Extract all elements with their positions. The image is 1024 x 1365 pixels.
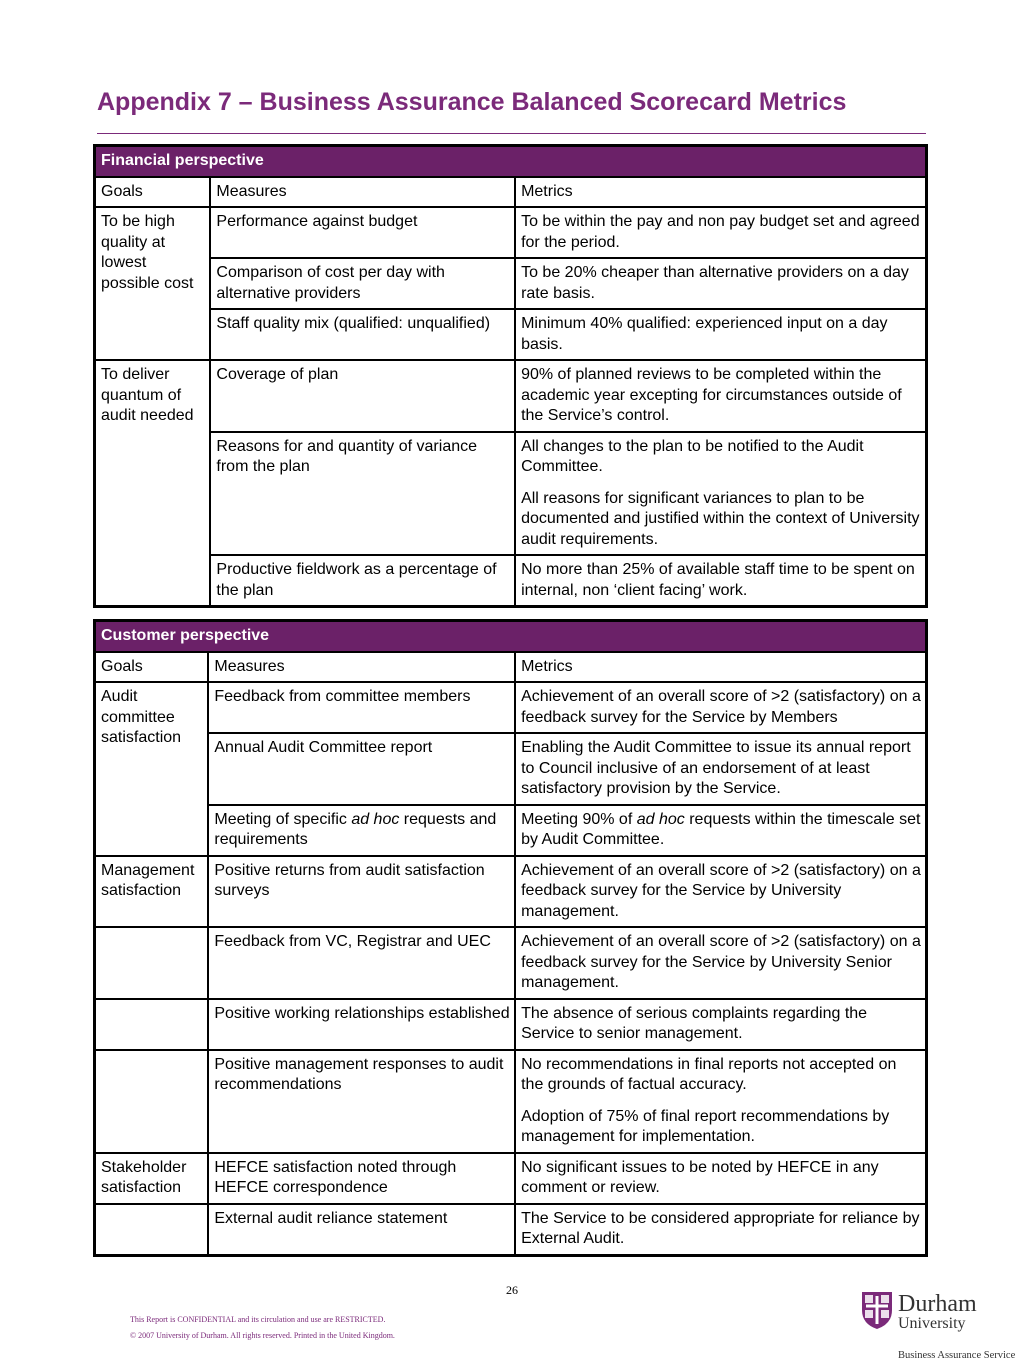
- goal-cell-empty: [95, 999, 209, 1050]
- metric-cell: [515, 432, 926, 556]
- metric-cell: To be within the pay and non pay budget set and agreed for the period.: [515, 207, 926, 258]
- metric-text: Meeting 90% of: [521, 810, 637, 828]
- logo-name: Durham: [898, 1291, 977, 1317]
- table-row: [95, 805, 927, 856]
- page-title: Appendix 7 – Business Assurance Balanced Scorecard Metrics: [97, 88, 847, 116]
- section-header: [95, 621, 927, 652]
- metric-emphasis: ad hoc: [636, 810, 685, 828]
- metric-cell: To be 20% cheaper than alternative providers on a day rate basis.: [515, 258, 926, 309]
- measure-cell: Productive fieldwork as a percentage of the plan: [210, 555, 515, 607]
- measure-cell: Staff quality mix (qualified: unqualified): [210, 309, 515, 360]
- table-row: [95, 258, 927, 309]
- table-row: [95, 1204, 927, 1256]
- measure-cell: Positive management responses to audit recommendations: [208, 1050, 515, 1153]
- section-header-label: Customer perspective: [101, 627, 270, 644]
- table-row: [95, 856, 927, 928]
- measure-cell: Coverage of plan: [210, 360, 515, 432]
- customer-perspective-table: [93, 619, 928, 1257]
- metric-paragraph: All changes to the plan to be notified to the Audit Committee.: [521, 437, 864, 475]
- table-row: [95, 555, 927, 607]
- measure-cell: Positive working relationships established: [208, 999, 515, 1050]
- metric-cell: Minimum 40% qualified: experienced input on a day basis.: [515, 309, 926, 360]
- crest-icon: [860, 1290, 894, 1330]
- metric-cell: The absence of serious complaints regarding the Service to senior management.: [515, 999, 926, 1050]
- table-row: [95, 1153, 927, 1204]
- measure-cell: Feedback from committee members: [208, 682, 515, 733]
- column-header-metrics: Metrics: [515, 177, 926, 208]
- title-divider: [97, 133, 926, 134]
- table-row: [95, 309, 927, 360]
- table-header-row: [95, 621, 927, 652]
- column-header-goals: Goals: [95, 652, 209, 683]
- metric-cell: No significant issues to be noted by HEFCE in any comment or review.: [515, 1153, 926, 1204]
- metric-cell: [515, 1050, 926, 1153]
- metric-cell: [515, 805, 926, 856]
- column-header-metrics: Metrics: [515, 652, 926, 683]
- column-header-measures: Measures: [210, 177, 515, 208]
- table-row: [95, 360, 927, 432]
- metric-paragraph: Adoption of 75% of final report recommendations by management for implementation.: [521, 1107, 890, 1145]
- section-header-label: Financial perspective: [101, 152, 264, 169]
- column-header-measures: Measures: [208, 652, 515, 683]
- measure-cell: Positive returns from audit satisfaction surveys: [208, 856, 515, 928]
- metric-cell: The Service to be considered appropriate for reliance by External Audit.: [515, 1204, 926, 1256]
- metric-cell: Achievement of an overall score of >2 (satisfactory) on a feedback survey for the Service by Members: [515, 682, 926, 733]
- durham-university-logo: [860, 1288, 1020, 1363]
- page-number: 26: [506, 1283, 518, 1297]
- section-header: [95, 146, 927, 177]
- metric-cell: No more than 25% of available staff time to be spent on internal, non ‘client facing’ work.: [515, 555, 926, 607]
- goal-cell: Audit committee satisfaction: [95, 682, 209, 856]
- measure-cell: Feedback from VC, Registrar and UEC: [208, 927, 515, 999]
- footer-confidential: This Report is CONFIDENTIAL and its circulation and use are RESTRICTED.: [130, 1315, 386, 1324]
- column-header-row: [95, 177, 927, 208]
- measure-cell: Reasons for and quantity of variance from the plan: [210, 432, 515, 556]
- measure-text: requests and requirements: [214, 810, 497, 848]
- goal-cell: To deliver quantum of audit needed: [95, 360, 211, 607]
- table-row: [95, 927, 927, 999]
- goal-cell-empty: [95, 1050, 209, 1153]
- goal-cell: To be high quality at lowest possible cost: [95, 207, 211, 360]
- goal-cell: Management satisfaction: [95, 856, 209, 928]
- metric-cell: 90% of planned reviews to be completed within the academic year excepting for circumstances outside of the Service’s control.: [515, 360, 926, 432]
- table-row: [95, 682, 927, 733]
- measure-emphasis: ad hoc: [351, 810, 400, 828]
- measure-cell: Annual Audit Committee report: [208, 733, 515, 805]
- metric-cell: Achievement of an overall score of >2 (satisfactory) on a feedback survey for the Service by University Senior management.: [515, 927, 926, 999]
- measure-cell: Performance against budget: [210, 207, 515, 258]
- metric-paragraph: All reasons for significant variances to plan to be documented and justified within the context of University audit requirements.: [521, 489, 920, 548]
- goal-cell: Stakeholder satisfaction: [95, 1153, 209, 1204]
- measure-cell: External audit reliance statement: [208, 1204, 515, 1256]
- footer-copyright: © 2007 University of Durham. All rights reserved. Printed in the United Kingdom.: [130, 1331, 395, 1340]
- column-header-row: [95, 652, 927, 683]
- metric-paragraph: No recommendations in final reports not accepted on the grounds of factual accuracy.: [521, 1055, 897, 1093]
- logo-subtitle: University: [898, 1315, 966, 1332]
- goal-cell-empty: [95, 1204, 209, 1256]
- metric-cell: Enabling the Audit Committee to issue its annual report to Council inclusive of an endorsement of at least satisfactory provision by the Service.: [515, 733, 926, 805]
- measure-cell: [208, 805, 515, 856]
- measure-cell: HEFCE satisfaction noted through HEFCE correspondence: [208, 1153, 515, 1204]
- column-header-goals: Goals: [95, 177, 211, 208]
- measure-cell: Comparison of cost per day with alternative providers: [210, 258, 515, 309]
- metric-text: requests within the timescale set by Audit Committee.: [521, 810, 921, 848]
- table-row: [95, 1050, 927, 1153]
- table-row: [95, 733, 927, 805]
- table-row: [95, 432, 927, 556]
- table-row: [95, 207, 927, 258]
- measure-text: Meeting of specific: [214, 810, 352, 828]
- metric-cell: Achievement of an overall score of >2 (satisfactory) on a feedback survey for the Service by University management.: [515, 856, 926, 928]
- logo-service-name: Business Assurance Service: [898, 1350, 1016, 1361]
- logo-wordmark: [898, 1292, 977, 1332]
- financial-perspective-table: [93, 144, 928, 608]
- table-row: [95, 999, 927, 1050]
- goal-cell-empty: [95, 927, 209, 999]
- table-header-row: [95, 146, 927, 177]
